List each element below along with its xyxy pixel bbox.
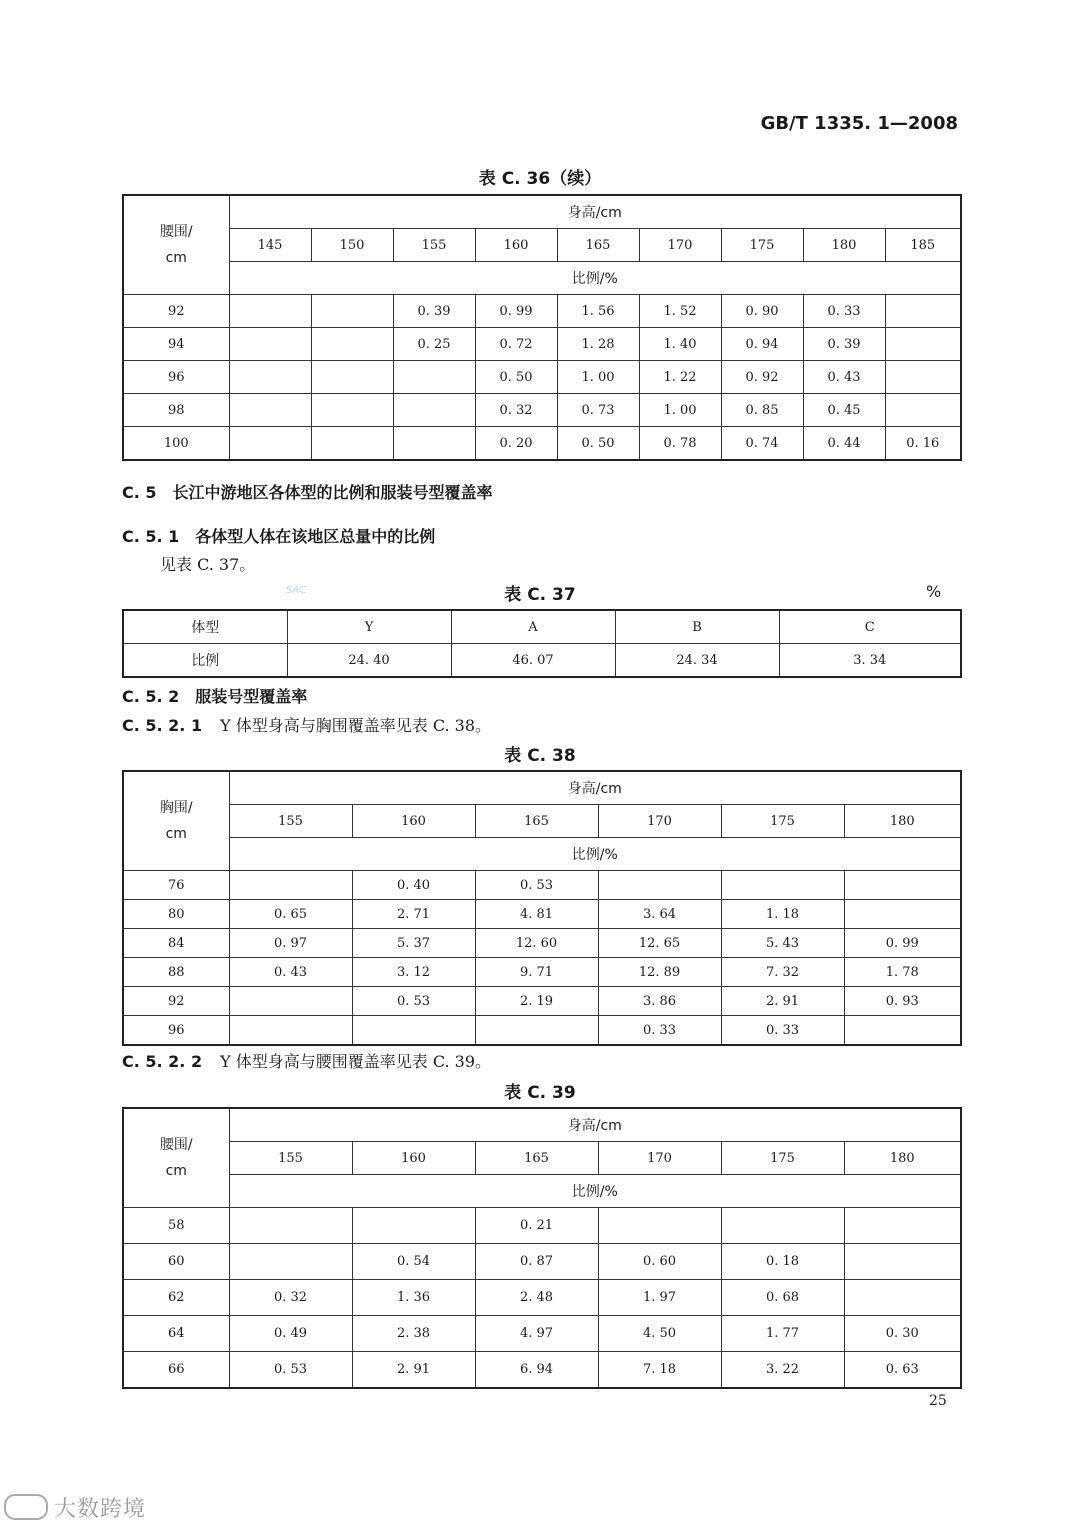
table-cell: 1. 36 — [352, 1280, 475, 1316]
table-cell — [844, 1244, 961, 1280]
sac-logo: SAC — [286, 585, 307, 596]
table-cell: 24. 40 — [287, 644, 451, 678]
row-label: 84 — [123, 929, 229, 958]
table-cell: 0. 85 — [721, 394, 803, 427]
table-c39 — [122, 1107, 962, 1389]
table-cell — [844, 1280, 961, 1316]
table-row — [123, 1352, 961, 1389]
table-cell: 0. 21 — [475, 1208, 598, 1244]
table-c37 — [122, 609, 962, 678]
row-label-line1: 腰围/ — [159, 1137, 193, 1153]
table-c36-caption: 表 C. 36（续） — [478, 169, 602, 189]
column-header: C — [779, 610, 961, 644]
row-label-header — [123, 195, 229, 295]
table-cell: 5. 43 — [721, 929, 844, 958]
table-cell: 0. 92 — [721, 361, 803, 394]
table-cell — [393, 361, 475, 394]
table-cell: 0. 50 — [475, 361, 557, 394]
table-cell: 0. 93 — [844, 987, 961, 1016]
table-cell — [311, 427, 393, 461]
table-cell: 0. 40 — [352, 871, 475, 900]
table-cell: 0. 94 — [721, 328, 803, 361]
table-cell: 0. 73 — [557, 394, 639, 427]
column-header: 180 — [844, 805, 961, 838]
table-cell — [229, 871, 352, 900]
row-label: 62 — [123, 1280, 229, 1316]
table-row — [123, 1016, 961, 1046]
column-header: Y — [287, 610, 451, 644]
table-row — [123, 1316, 961, 1352]
table-cell: 0. 32 — [229, 1280, 352, 1316]
table-cell: 0. 20 — [475, 427, 557, 461]
table-cell: 1. 18 — [721, 900, 844, 929]
section-c521-number: C. 5. 2. 1 — [122, 716, 203, 735]
table-cell: 9. 71 — [475, 958, 598, 987]
table-cell: 3. 86 — [598, 987, 721, 1016]
table-cell: 0. 18 — [721, 1244, 844, 1280]
table-cell: 4. 97 — [475, 1316, 598, 1352]
table-cell: 0. 74 — [721, 427, 803, 461]
table-cell: 0. 49 — [229, 1316, 352, 1352]
section-c5-heading: C. 5 长江中游地区各体型的比例和服装号型覆盖率 — [122, 483, 493, 502]
table-cell: 0. 65 — [229, 900, 352, 929]
table-cell: 0. 30 — [844, 1316, 961, 1352]
table-cell: 12. 60 — [475, 929, 598, 958]
section-c522-text: Y 体型身高与腰围覆盖率见表 C. 39。 — [220, 1052, 492, 1071]
table-cell: 0. 16 — [885, 427, 961, 461]
table-row — [123, 361, 961, 394]
table-cell: 0. 53 — [352, 987, 475, 1016]
table-cell: 2. 38 — [352, 1316, 475, 1352]
column-header: 180 — [844, 1142, 961, 1175]
table-cell: 7. 32 — [721, 958, 844, 987]
row-label: 66 — [123, 1352, 229, 1389]
row-label: 比例 — [123, 644, 287, 678]
table-cell: 1. 00 — [557, 361, 639, 394]
row-label: 64 — [123, 1316, 229, 1352]
table-cell: 2. 48 — [475, 1280, 598, 1316]
table-cell: 2. 71 — [352, 900, 475, 929]
column-header: 155 — [229, 1142, 352, 1175]
row-label-line2: cm — [165, 826, 187, 842]
table-cell: 6. 94 — [475, 1352, 598, 1389]
table-cell: 3. 64 — [598, 900, 721, 929]
column-header: 155 — [393, 229, 475, 262]
header-row — [123, 1108, 961, 1142]
table-cell: 0. 97 — [229, 929, 352, 958]
table-cell — [229, 295, 311, 328]
header-row — [123, 771, 961, 805]
table-cell: 2. 19 — [475, 987, 598, 1016]
table-cell: 1. 78 — [844, 958, 961, 987]
table-cell: 0. 68 — [721, 1280, 844, 1316]
table-cell: 0. 78 — [639, 427, 721, 461]
column-header-row — [123, 805, 961, 838]
section-c521-text: Y 体型身高与胸围覆盖率见表 C. 38。 — [220, 716, 492, 735]
table-cell: 0. 33 — [803, 295, 885, 328]
table-cell — [311, 328, 393, 361]
table-row — [123, 1244, 961, 1280]
column-header: 165 — [475, 1142, 598, 1175]
table-cell: 1. 97 — [598, 1280, 721, 1316]
table-cell: 1. 52 — [639, 295, 721, 328]
column-header: 175 — [721, 805, 844, 838]
table-cell: 46. 07 — [451, 644, 615, 678]
column-header: 155 — [229, 805, 352, 838]
row-label: 100 — [123, 427, 229, 461]
table-cell — [311, 295, 393, 328]
table-cell — [885, 295, 961, 328]
table-c39-caption: 表 C. 39 — [504, 1083, 576, 1103]
column-header: 170 — [598, 805, 721, 838]
table-c36 — [122, 194, 962, 461]
table-cell: 3. 22 — [721, 1352, 844, 1389]
table-cell — [721, 871, 844, 900]
table-row — [123, 427, 961, 461]
table-cell: 0. 54 — [352, 1244, 475, 1280]
table-cell — [229, 1016, 352, 1046]
section-c51-text: 见表 C. 37。 — [160, 555, 256, 574]
section-c52-heading: C. 5. 2 服装号型覆盖率 — [122, 687, 308, 706]
table-cell: 1. 56 — [557, 295, 639, 328]
table-cell — [352, 1016, 475, 1046]
sub-header-row — [123, 1175, 961, 1208]
section-c522-number: C. 5. 2. 2 — [122, 1052, 203, 1071]
table-cell: 0. 60 — [598, 1244, 721, 1280]
table-cell — [229, 987, 352, 1016]
row-label: 98 — [123, 394, 229, 427]
column-header: A — [451, 610, 615, 644]
row-label: 96 — [123, 1016, 229, 1046]
column-header-row — [123, 1142, 961, 1175]
table-cell — [229, 1244, 352, 1280]
column-header: 170 — [639, 229, 721, 262]
table-cell — [844, 900, 961, 929]
table-row — [123, 987, 961, 1016]
table-cell — [598, 871, 721, 900]
table-cell: 1. 77 — [721, 1316, 844, 1352]
table-cell: 12. 89 — [598, 958, 721, 987]
table-cell: 12. 65 — [598, 929, 721, 958]
sub-header: 比例/% — [229, 262, 961, 295]
table-row — [123, 295, 961, 328]
table-cell — [311, 394, 393, 427]
table-cell: 0. 87 — [475, 1244, 598, 1280]
table-cell — [844, 1016, 961, 1046]
table-cell: 3. 12 — [352, 958, 475, 987]
table-cell: 0. 43 — [803, 361, 885, 394]
sub-header: 比例/% — [229, 838, 961, 871]
table-row — [123, 328, 961, 361]
column-header-row — [123, 229, 961, 262]
column-header: 150 — [311, 229, 393, 262]
row-label-header — [123, 771, 229, 871]
table-cell: 5. 37 — [352, 929, 475, 958]
column-header: 175 — [721, 229, 803, 262]
group-header: 身高/cm — [229, 195, 961, 229]
table-cell: 2. 91 — [721, 987, 844, 1016]
table-c37-caption: 表 C. 37 — [504, 585, 576, 605]
table-cell — [885, 394, 961, 427]
table-cell: 0. 39 — [803, 328, 885, 361]
table-cell: 0. 39 — [393, 295, 475, 328]
table-cell: 0. 44 — [803, 427, 885, 461]
table-c38 — [122, 770, 962, 1046]
row-label-line1: 胸围/ — [159, 800, 193, 816]
table-cell — [475, 1016, 598, 1046]
section-c522-paragraph — [122, 1049, 491, 1072]
standard-code: GB/T 1335. 1—2008 — [760, 113, 958, 134]
header-label: 体型 — [123, 610, 287, 644]
sub-header-row — [123, 262, 961, 295]
table-row — [123, 644, 961, 678]
column-header: 160 — [475, 229, 557, 262]
row-label: 92 — [123, 987, 229, 1016]
table-cell — [229, 328, 311, 361]
row-label-header — [123, 1108, 229, 1208]
table-cell: 0. 50 — [557, 427, 639, 461]
column-header: 165 — [475, 805, 598, 838]
row-label: 92 — [123, 295, 229, 328]
column-header: 185 — [885, 229, 961, 262]
table-cell: 0. 43 — [229, 958, 352, 987]
table-row — [123, 1208, 961, 1244]
table-cell — [229, 361, 311, 394]
table-cell — [598, 1208, 721, 1244]
table-cell: 0. 25 — [393, 328, 475, 361]
table-cell: 0. 32 — [475, 394, 557, 427]
table-cell — [393, 394, 475, 427]
table-cell — [885, 361, 961, 394]
table-cell — [229, 1208, 352, 1244]
table-cell — [721, 1208, 844, 1244]
table-c38-caption: 表 C. 38 — [504, 746, 576, 766]
row-label-line1: 腰围/ — [159, 224, 193, 240]
column-header: 170 — [598, 1142, 721, 1175]
table-cell — [885, 328, 961, 361]
table-cell: 2. 91 — [352, 1352, 475, 1389]
section-c51-heading: C. 5. 1 各体型人体在该地区总量中的比例 — [122, 527, 436, 546]
table-cell — [229, 394, 311, 427]
table-cell: 0. 99 — [844, 929, 961, 958]
sub-header-row — [123, 838, 961, 871]
table-cell — [352, 1208, 475, 1244]
table-cell — [844, 1208, 961, 1244]
sub-header: 比例/% — [229, 1175, 961, 1208]
table-cell: 0. 33 — [598, 1016, 721, 1046]
table-cell — [844, 871, 961, 900]
watermark-logo-icon — [4, 1494, 48, 1520]
column-header: 160 — [352, 805, 475, 838]
table-row — [123, 958, 961, 987]
table-cell: 4. 81 — [475, 900, 598, 929]
row-label: 80 — [123, 900, 229, 929]
row-label: 88 — [123, 958, 229, 987]
row-label: 76 — [123, 871, 229, 900]
column-header: 160 — [352, 1142, 475, 1175]
table-row — [123, 900, 961, 929]
row-label-line2: cm — [165, 1163, 187, 1179]
table-cell: 1. 22 — [639, 361, 721, 394]
column-header: 165 — [557, 229, 639, 262]
header-row — [123, 610, 961, 644]
table-cell — [311, 361, 393, 394]
table-row — [123, 1280, 961, 1316]
watermark-text: 大数跨境 — [54, 1497, 147, 1522]
table-row — [123, 929, 961, 958]
table-cell: 4. 50 — [598, 1316, 721, 1352]
table-c37-unit: % — [926, 582, 942, 601]
table-cell — [229, 427, 311, 461]
row-label: 94 — [123, 328, 229, 361]
table-cell: 0. 72 — [475, 328, 557, 361]
table-cell: 0. 90 — [721, 295, 803, 328]
group-header: 身高/cm — [229, 1108, 961, 1142]
table-cell: 1. 40 — [639, 328, 721, 361]
column-header: 175 — [721, 1142, 844, 1175]
table-cell — [393, 427, 475, 461]
table-cell: 0. 63 — [844, 1352, 961, 1389]
page-number: 25 — [929, 1393, 947, 1409]
table-cell: 0. 33 — [721, 1016, 844, 1046]
column-header: 180 — [803, 229, 885, 262]
table-cell: 0. 99 — [475, 295, 557, 328]
table-cell: 24. 34 — [615, 644, 779, 678]
table-cell: 3. 34 — [779, 644, 961, 678]
row-label: 58 — [123, 1208, 229, 1244]
row-label: 60 — [123, 1244, 229, 1280]
table-cell: 7. 18 — [598, 1352, 721, 1389]
header-row — [123, 195, 961, 229]
table-cell: 1. 00 — [639, 394, 721, 427]
row-label-line2: cm — [165, 250, 187, 266]
table-cell: 0. 53 — [229, 1352, 352, 1389]
row-label: 96 — [123, 361, 229, 394]
column-header: 145 — [229, 229, 311, 262]
table-cell: 0. 45 — [803, 394, 885, 427]
group-header: 身高/cm — [229, 771, 961, 805]
table-row — [123, 871, 961, 900]
table-cell: 0. 53 — [475, 871, 598, 900]
watermark — [4, 1492, 146, 1523]
column-header: B — [615, 610, 779, 644]
section-c521-paragraph — [122, 713, 491, 736]
table-row — [123, 394, 961, 427]
table-cell: 1. 28 — [557, 328, 639, 361]
